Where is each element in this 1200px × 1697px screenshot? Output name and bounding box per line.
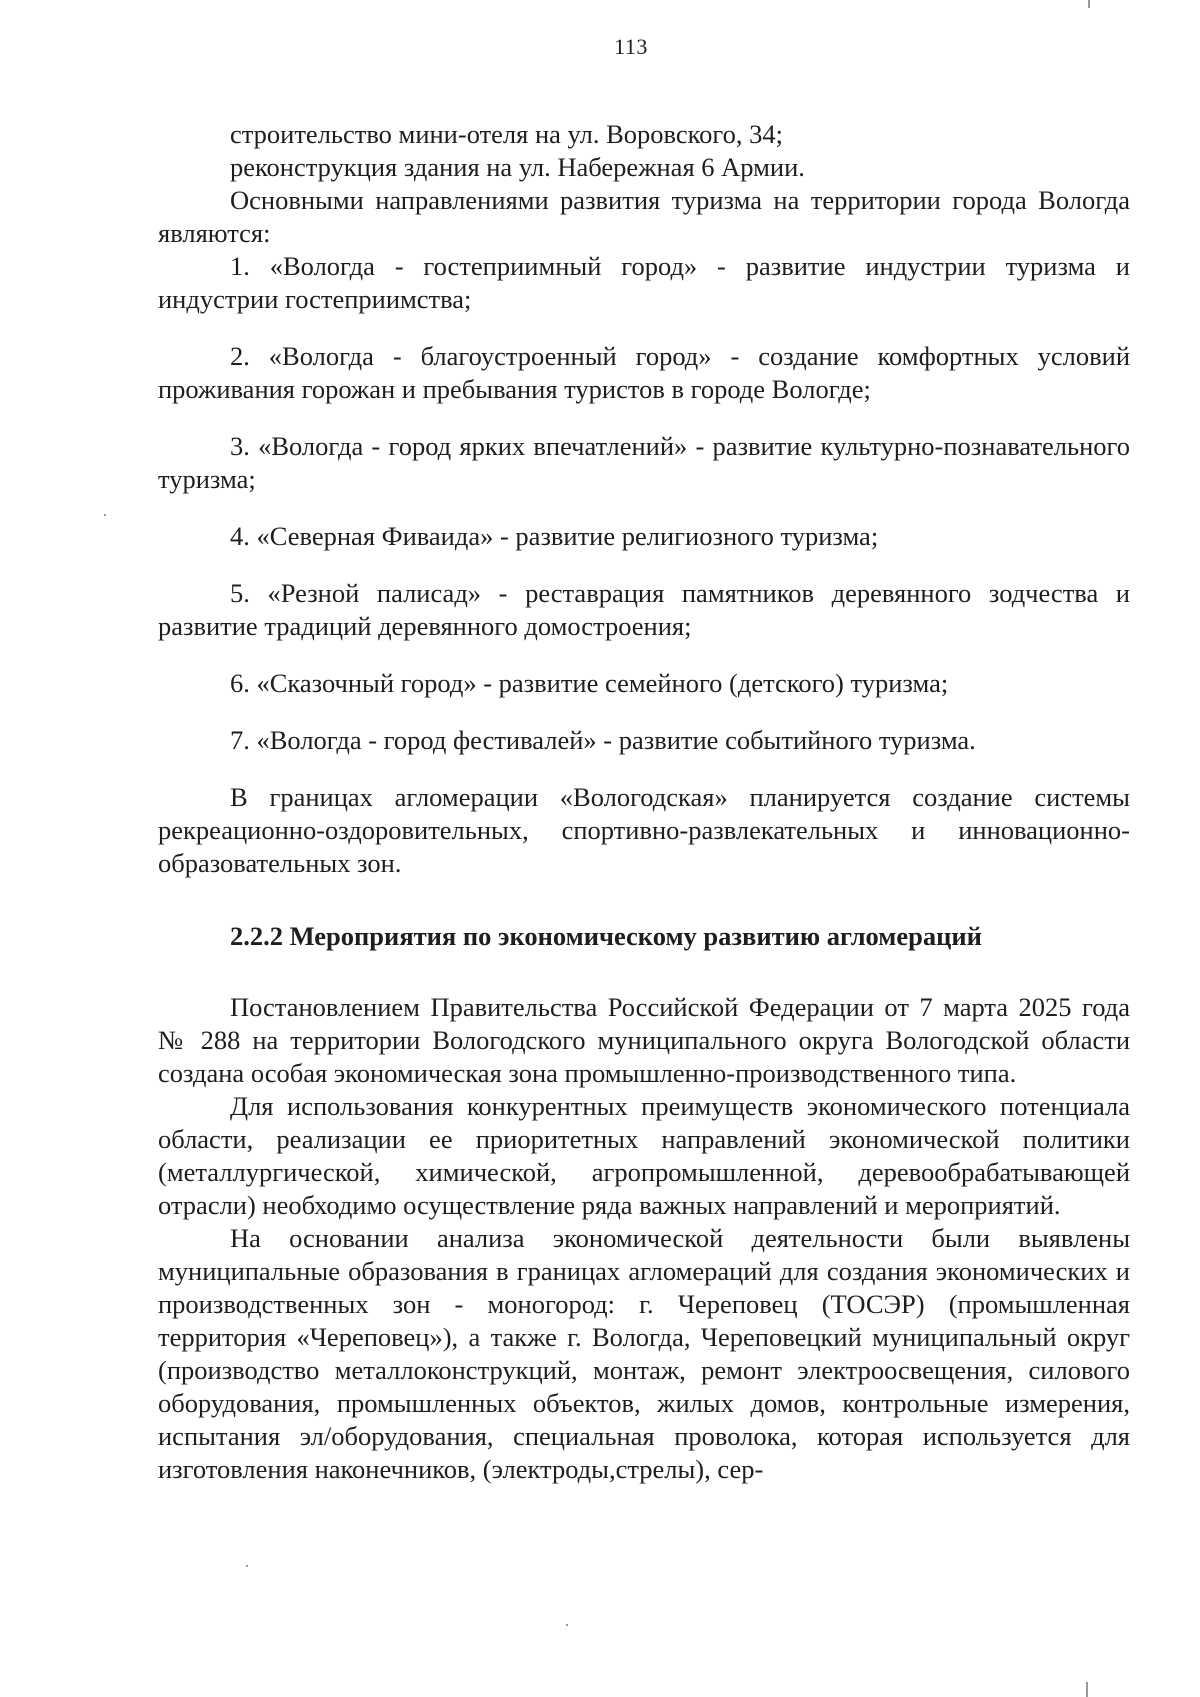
paragraph-economic-analysis: На основании анализа экономической деятельности были выявлены муниципальные образования в границах агломераций для создания экономических и производственных зон - моногород: г. Череповец (ТОСЭР) (промышленная территория «Череповец»), а также г. Вологда, Череповецкий муниципальный округ (производство металлоконструкций, монтаж, ремонт электроосвещения, силового оборудования, промышленных объектов, жилых домов, контрольные измерения, испытания эл/оборудования, специальная проволока, которая используется для изготовления наконечников, (электроды,стрелы), сер- [158, 1223, 1130, 1484]
scan-mark [1088, 0, 1090, 8]
scan-mark [104, 514, 106, 516]
paragraph-competitive-advantages: Для использования конкурентных преимуществ экономического потенциала области, реализации ее приоритетных направлений экономической политики (металлургической, химической, агропромышленной, деревообрабатывающей отрасли) необходимо осуществление ряда важных направлений и мероприятий. [158, 1091, 1130, 1220]
list-item-comfortable-city: 2. «Вологда - благоустроенный город» - создание комфортных условий проживания горожан и пребывания туристов в городе Вологде; [158, 341, 1130, 404]
scan-mark [246, 1565, 248, 1567]
list-item-northern-thebaid: 4. «Северная Фиваида» - развитие религиозного туризма; [230, 521, 879, 551]
scan-mark [566, 1624, 568, 1626]
page-number: 113 [614, 34, 648, 59]
paragraph-hotel-construction: строительство мини-отеля на ул. Воровского, 34; [230, 119, 783, 149]
list-item-hospitable-city: 1. «Вологда - гостеприимный город» - развитие индустрии туризма и индустрии гостеприимства; [158, 251, 1130, 314]
list-item-fairytale-city: 6. «Сказочный город» - развитие семейного (детского) туризма; [230, 668, 949, 698]
paragraph-tourism-directions-intro: Основными направлениями развития туризма на территории города Вологда являются: [158, 185, 1130, 248]
list-item-festival-city: 7. «Вологда - город фестивалей» - развитие событийного туризма. [230, 725, 976, 755]
section-heading: 2.2.2 Мероприятия по экономическому развитию агломераций [230, 921, 982, 951]
paragraph-government-resolution: Постановлением Правительства Российской Федерации от 7 марта 2025 года № 288 на территории Вологодского муниципального округа Вологодской области создана особая экономическая зона промышленно-производственного типа. [158, 992, 1130, 1088]
list-item-carved-palisade: 5. «Резной палисад» - реставрация памятников деревянного зодчества и развитие традиций деревянного домостроения; [158, 578, 1130, 641]
paragraph-building-reconstruction: реконструкция здания на ул. Набережная 6 Армии. [230, 152, 805, 182]
list-item-bright-impressions: 3. «Вологда - город ярких впечатлений» - развитие культурно-познавательного туризма; [158, 431, 1130, 494]
page-body [158, 118, 1130, 1486]
paragraph-agglomeration-zones: В границах агломерации «Вологодская» планируется создание системы рекреационно-оздоровительных, спортивно-развлекательных и инновационно-образовательных зон. [158, 782, 1130, 878]
scan-mark [1086, 1682, 1088, 1697]
